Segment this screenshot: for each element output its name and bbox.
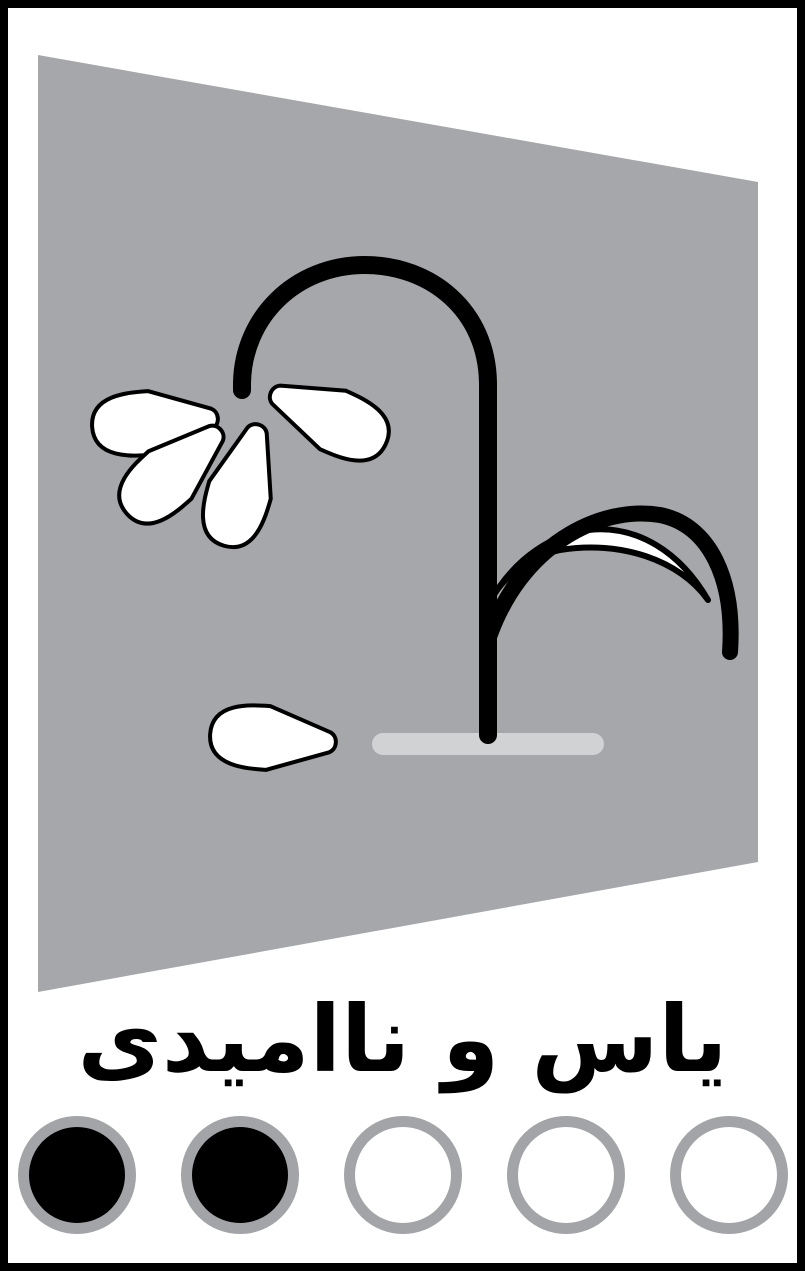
rating-dot-empty <box>507 1116 625 1234</box>
rating-dot-filled <box>18 1116 136 1234</box>
card-title: یاس و ناامیدی <box>77 986 728 1093</box>
rating-dot-empty <box>344 1116 462 1234</box>
rating-dot-filled <box>181 1116 299 1234</box>
intensity-rating <box>0 1110 805 1240</box>
rating-dot-empty <box>670 1116 788 1234</box>
